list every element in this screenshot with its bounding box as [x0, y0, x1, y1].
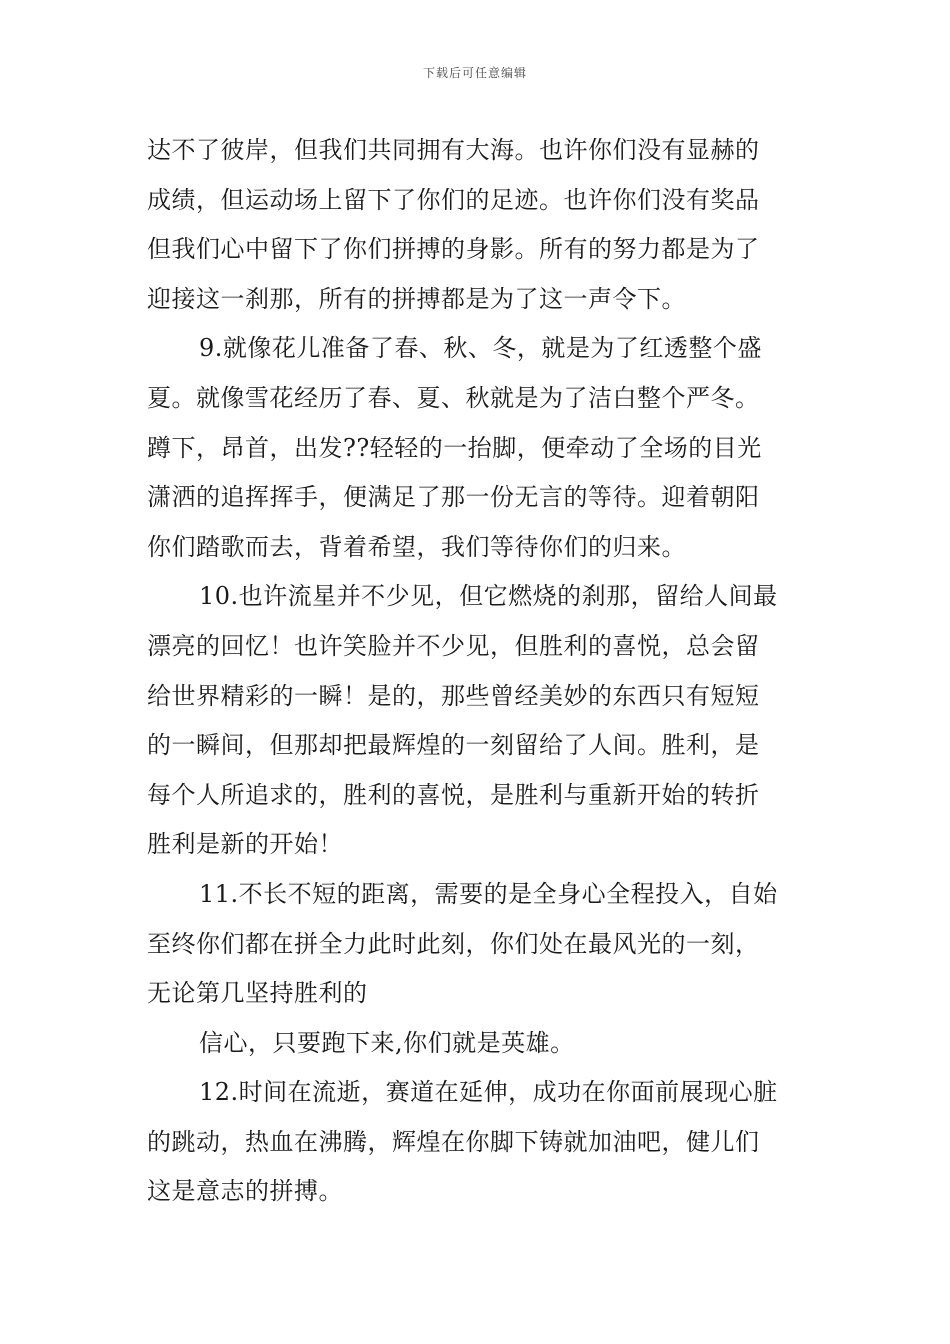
paragraph-10-start: 10.也许流星并不少见，但它燃烧的刹那，留给人间最: [199, 582, 778, 611]
paragraph-12-start: 12.时间在流逝，赛道在延伸，成功在你面前展现心脏: [199, 1078, 778, 1107]
text-line: 至终你们都在拼全力此时此刻，你们处在最风光的一刻，: [147, 929, 760, 958]
text-line: 成绩，但运动场上留下了你们的足迹。也许你们没有奖品: [147, 185, 760, 214]
text-line: 但我们心中留下了你们拼搏的身影。所有的努力都是为了: [147, 235, 760, 264]
text-line: 漂亮的回忆！也许笑脸并不少见，但胜利的喜悦，总会留: [147, 631, 760, 660]
text-line: 这是意志的拼搏。: [147, 1177, 343, 1206]
body-text: [147, 126, 812, 1217]
paragraph-9-start: 9.就像花儿准备了春、秋、冬，就是为了红透整个盛: [199, 334, 762, 363]
text-line: 无论第几坚持胜利的: [147, 979, 368, 1008]
text-line: 夏。就像雪花经历了春、夏、秋就是为了洁白整个严冬。: [147, 383, 760, 412]
text-line: 你们踏歌而去，背着希望，我们等待你们的归来。: [147, 532, 686, 561]
text-line: 潇洒的追挥挥手，便满足了那一份无言的等待。迎着朝阳: [147, 483, 760, 512]
text-line: 的一瞬间，但那却把最辉煌的一刻留给了人间。胜利，是: [147, 731, 760, 760]
text-line: 达不了彼岸，但我们共同拥有大海。也许你们没有显赫的: [147, 136, 760, 164]
paragraph-11-start: 11.不长不短的距离，需要的是全身心全程投入，自始: [199, 879, 778, 908]
text-line: 的跳动，热血在沸腾，辉煌在你脚下铸就加油吧，健儿们: [147, 1127, 760, 1156]
text-line: 每个人所追求的，胜利的喜悦，是胜利与重新开始的转折: [147, 780, 760, 809]
text-line: 迎接这一刹那，所有的拼搏都是为了这一声令下。: [147, 284, 686, 313]
header-note: 下载后可任意编辑: [422, 66, 527, 80]
text-line: 给世界精彩的一瞬！是的，那些曾经美妙的东西只有短短: [147, 681, 760, 710]
paragraph-continuation: 信心，只要跑下来,你们就是英雄。: [199, 1028, 575, 1057]
text-line: 胜利是新的开始！: [147, 830, 343, 859]
text-line: 蹲下，昂首，出发??轻轻的一抬脚，便牵动了全场的目光: [147, 433, 762, 462]
